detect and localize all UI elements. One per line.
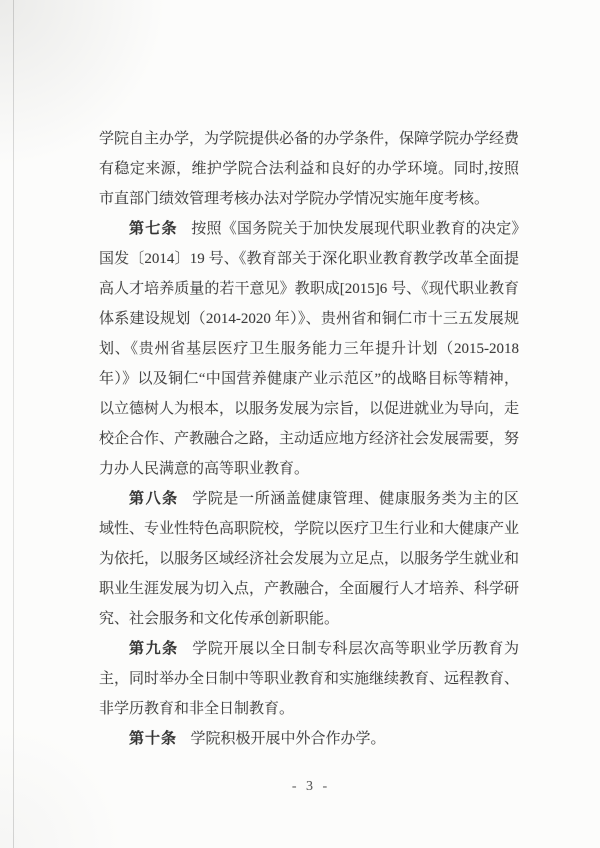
article-10-label: 第十条 xyxy=(129,731,178,747)
paragraph-continuation xyxy=(99,124,519,214)
paragraph-text: 学院积极开展中外合作办学。 xyxy=(190,731,386,747)
article-9-label: 第九条 xyxy=(129,641,179,657)
paragraph-article-8 xyxy=(99,484,519,634)
article-7-label: 第七条 xyxy=(129,221,178,237)
paragraph-text: 学院开展以全日制专科层次高等职业学历教育为主，同时举办全日制中等职业教育和实施继续教育、远程教育、非学历教育和非全日制教育。 xyxy=(99,641,520,717)
paragraph-text: 学院是一所涵盖健康管理、健康服务类为主的区域性、专业性特色高职院校，学院以医疗卫生行业和大健康产业为依托，以服务区域经济社会发展为立足点，以服务学生就业和职业生涯发展为切入点，产教融合，全面履行人才培养、科学研究、社会服务和文化传承创新职能。 xyxy=(99,491,520,627)
paragraph-text: 学院自主办学，为学院提供必备的办学条件，保障学院办学经费有稳定来源，维护学院合法利益和良好的办学环境。同时,按照市直部门绩效管理考核办法对学院办学情况实施年度考核。 xyxy=(99,131,520,207)
page-number: - 3 - xyxy=(291,779,331,794)
paragraph-article-7 xyxy=(99,214,519,484)
scan-edge-artifact xyxy=(13,0,14,848)
paragraph-article-9 xyxy=(99,634,519,724)
document-text-block xyxy=(99,124,519,754)
paragraph-article-10 xyxy=(99,724,519,754)
article-8-label: 第八条 xyxy=(129,491,179,507)
paragraph-text: 按照《国务院关于加快发展现代职业教育的决定》国发〔2014〕19 号、《教育部关于深化职业教育教学改革全面提高人才培养质量的若干意见》教职成[2015]6 号、《现代职业教育体系建设规划（2014-2020 年）》、贵州省和铜仁市十三五发展规划、《贵州省基层医疗卫生服务能力三年提升计划（2015-2018 年）》以及铜仁“中国营养健康产业示范区”的战略目标等精神，以立德树人为根本，以服务发展为宗旨，以促进就业为导向，走校企合作、产教融合之路，主动适应地方经济社会发展需要，努力办人民满意的高等职业教育。 xyxy=(99,221,520,477)
